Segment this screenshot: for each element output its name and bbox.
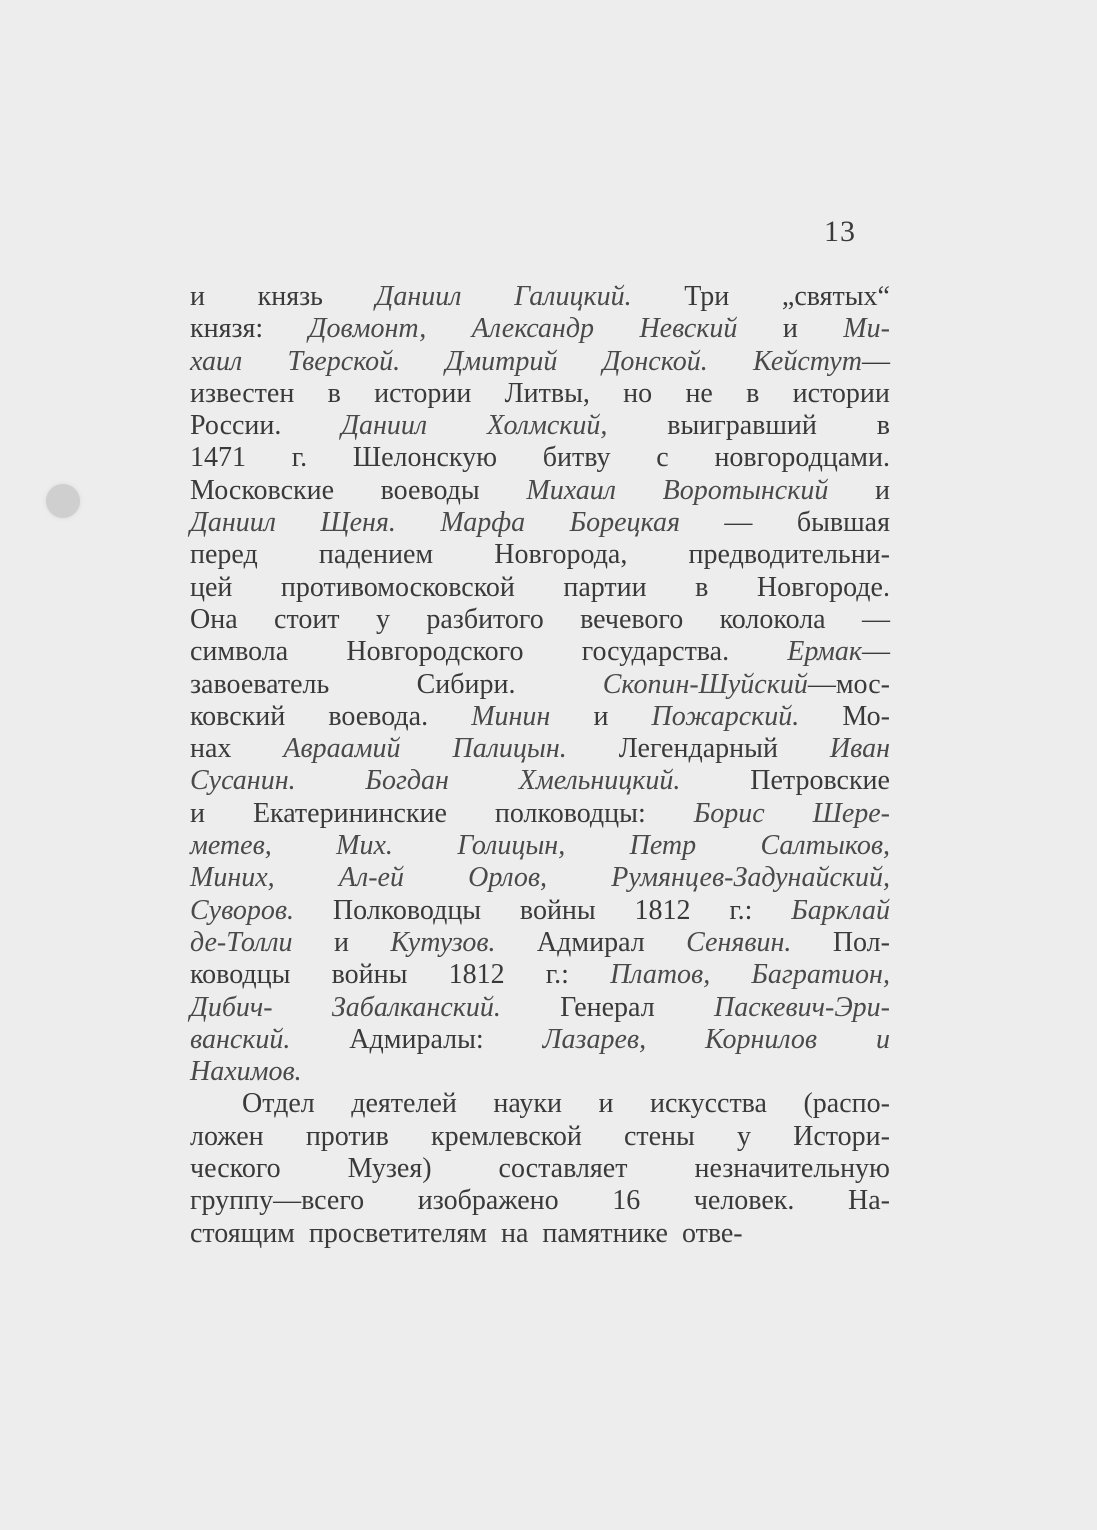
word: войны (331, 959, 408, 991)
word: Палицын. (452, 733, 567, 765)
word: метев, (190, 830, 272, 862)
text-line (190, 1121, 890, 1153)
text-line (190, 1088, 890, 1120)
word: Щеня. (320, 507, 396, 539)
text-line (190, 701, 890, 733)
word: незначительную (694, 1153, 890, 1185)
word: нах (190, 733, 232, 765)
word: разбитого (426, 603, 544, 635)
word: 1471 (190, 442, 246, 474)
word: отве- (681, 1217, 743, 1249)
word: Сенявин. (686, 926, 792, 958)
word: ванский. (190, 1023, 291, 1055)
word: Адмирал (536, 926, 645, 958)
word: князь (257, 281, 323, 312)
word: Пол- (832, 926, 890, 958)
word: ческого (190, 1153, 281, 1185)
text-line (190, 959, 890, 991)
word: Ми- (843, 313, 890, 345)
word: ковский (190, 700, 286, 732)
word: истории (792, 377, 890, 409)
word: Екатерининские (252, 797, 447, 829)
word: Шере- (812, 797, 890, 829)
text-line (190, 539, 890, 571)
word: составляет (498, 1153, 628, 1185)
page-number: 13 (824, 215, 856, 248)
word: Литвы, (504, 377, 590, 409)
word: и (874, 474, 890, 506)
word: бывшая (796, 507, 890, 539)
word: с (656, 442, 669, 474)
word: стоит (274, 603, 340, 635)
word: вечевого (580, 603, 684, 635)
text-line (190, 765, 890, 797)
word: (распо- (803, 1088, 890, 1120)
word: группу—всего (190, 1185, 365, 1217)
word: Шелонскую (352, 442, 498, 474)
text-line (190, 604, 890, 636)
word: Сибири. (416, 668, 516, 700)
word: битву (542, 442, 611, 474)
word: Голицын, (457, 830, 566, 862)
word: Миних, (190, 862, 275, 894)
word: в (876, 410, 890, 442)
text-line (190, 733, 890, 765)
word: Багратион, (751, 959, 890, 991)
word: Музея) (347, 1153, 432, 1185)
word: предводительни- (688, 539, 890, 571)
word: партии (563, 571, 647, 603)
word: искусства (649, 1088, 767, 1120)
word: Новгороде. (756, 571, 890, 603)
word: но (623, 377, 653, 409)
text-line (190, 313, 890, 345)
word: князя: (190, 313, 264, 345)
word: истории (374, 377, 472, 409)
word: Иван (829, 733, 890, 765)
word: в (327, 377, 341, 409)
word: и (190, 281, 205, 312)
word: колокола (719, 603, 826, 635)
word: памятнике (542, 1217, 668, 1249)
word: воевода. (328, 700, 429, 732)
word: Воротынский (662, 474, 829, 506)
word: и (593, 700, 609, 732)
word: Скопин-Шуйский—мос- (602, 668, 890, 700)
word: Даниил (341, 410, 428, 442)
text-line (190, 992, 890, 1024)
word: Отдел (242, 1088, 315, 1120)
word: ложен (190, 1120, 264, 1152)
word: Тверской. (287, 345, 401, 377)
word: Хмельницкий. (518, 765, 681, 797)
word: кремлевской (431, 1120, 582, 1152)
word: не (685, 377, 713, 409)
word: Кейстут— (753, 345, 890, 377)
word: Александр (471, 313, 594, 345)
word: Невский (639, 313, 738, 345)
word: Донской. (602, 345, 708, 377)
text-line (190, 572, 890, 604)
word: Петр (629, 830, 697, 862)
word: г.: (545, 959, 569, 991)
word: воеводы (380, 474, 480, 506)
word: Дибич- (190, 991, 273, 1023)
word: у (375, 603, 390, 635)
text-line (190, 507, 890, 539)
word: г. (291, 442, 308, 474)
word: Довмонт, (308, 313, 427, 345)
text-line (190, 346, 890, 378)
word: Галицкий. (514, 281, 632, 312)
word: Холмский, (486, 410, 608, 442)
word: в (746, 377, 760, 409)
word: Адмиралы: (349, 1023, 484, 1055)
word: просветителям (308, 1217, 487, 1249)
word: Барклай (791, 894, 890, 926)
word: деятелей (351, 1088, 457, 1120)
word: 1812 (448, 959, 505, 991)
word: и (875, 1023, 890, 1055)
word: Генерал (560, 991, 655, 1023)
word: де-Толли (190, 926, 293, 958)
word: Суворов. (190, 894, 295, 926)
word: Кутузов. (390, 926, 496, 958)
word: Новгородского (346, 636, 524, 668)
word: „святых“ (781, 281, 890, 312)
word: Михаил (526, 474, 616, 506)
word: Румянцев-Задунайский, (611, 862, 890, 894)
word: стоящим (190, 1217, 295, 1249)
word: — (724, 507, 753, 539)
text-line (190, 927, 890, 959)
word: цей (190, 571, 233, 603)
word: Петровские (750, 765, 890, 797)
word: стены (623, 1120, 695, 1152)
word: Московские (190, 474, 335, 506)
word: Даниил (375, 281, 462, 312)
text-line (190, 1024, 890, 1056)
body-text (190, 281, 890, 1250)
word: изображено (417, 1185, 559, 1217)
hole-punch-mark (46, 484, 80, 518)
word: 16 (612, 1185, 641, 1217)
word: противомосковской (280, 571, 515, 603)
text-line (190, 442, 890, 474)
word: На- (847, 1185, 890, 1217)
text-line (190, 378, 890, 410)
word: и (782, 313, 798, 345)
word: Марфа (440, 507, 526, 539)
word: известен (190, 377, 295, 409)
word: и (333, 926, 349, 958)
word: Полководцы (332, 894, 482, 926)
word: Орлов, (468, 862, 548, 894)
text-line (190, 410, 890, 442)
word: Мих. (336, 830, 393, 862)
word: государства. (581, 636, 730, 668)
word: Авраамий (283, 733, 401, 765)
word: — (862, 603, 890, 635)
word: и (190, 797, 205, 829)
word: Паскевич-Эри- (714, 991, 890, 1023)
word: человек. (693, 1185, 795, 1217)
word: символа (190, 636, 289, 668)
word: против (305, 1120, 389, 1152)
word: падением (318, 539, 434, 571)
word: Мо- (842, 700, 890, 732)
word: Забалканский. (331, 991, 501, 1023)
text-line (190, 1218, 890, 1250)
word: Ал-ей (338, 862, 404, 894)
word: Борис (693, 797, 765, 829)
word: у (737, 1120, 751, 1152)
word: Дмитрий (445, 345, 558, 377)
text-line (190, 895, 890, 927)
word: Платов, (610, 959, 711, 991)
word: Она (190, 603, 238, 635)
text-line (190, 475, 890, 507)
word: Богдан (365, 765, 449, 797)
text-line (190, 1153, 890, 1185)
text-line (190, 798, 890, 830)
word: Борецкая (569, 507, 680, 539)
word: в (695, 571, 709, 603)
word: Корнилов (704, 1023, 818, 1055)
word: полководцы: (494, 797, 646, 829)
text-line (190, 281, 890, 313)
word: и (598, 1088, 614, 1120)
word: Новгорода, (494, 539, 628, 571)
text-line (190, 1056, 890, 1088)
word: Легендарный (618, 733, 778, 765)
word: России. (190, 410, 282, 442)
text-line (190, 1185, 890, 1217)
word: хаил (190, 345, 243, 377)
word: 1812 (634, 894, 691, 926)
text-line (190, 669, 890, 701)
word: выигравший (667, 410, 817, 442)
word: перед (190, 539, 258, 571)
word: ководцы (190, 959, 291, 991)
word: Ермак— (787, 636, 890, 668)
word: Минин (471, 700, 551, 732)
word: Лазарев, (542, 1023, 647, 1055)
word: Три (684, 281, 730, 312)
word: Сусанин. (190, 765, 296, 797)
word: Даниил (190, 507, 276, 539)
word: науки (493, 1088, 562, 1120)
word: Пожарский. (651, 700, 800, 732)
text-line (190, 636, 890, 668)
word: на (500, 1217, 529, 1249)
text-line (190, 862, 890, 894)
word: войны (519, 894, 596, 926)
word: Истори- (793, 1120, 890, 1152)
text-line (190, 830, 890, 862)
word: Нахимов. (190, 1056, 302, 1088)
word: г.: (729, 894, 753, 926)
word: завоеватель (190, 668, 330, 700)
word: Салтыков, (760, 830, 890, 862)
word: новгородцами. (714, 442, 890, 474)
